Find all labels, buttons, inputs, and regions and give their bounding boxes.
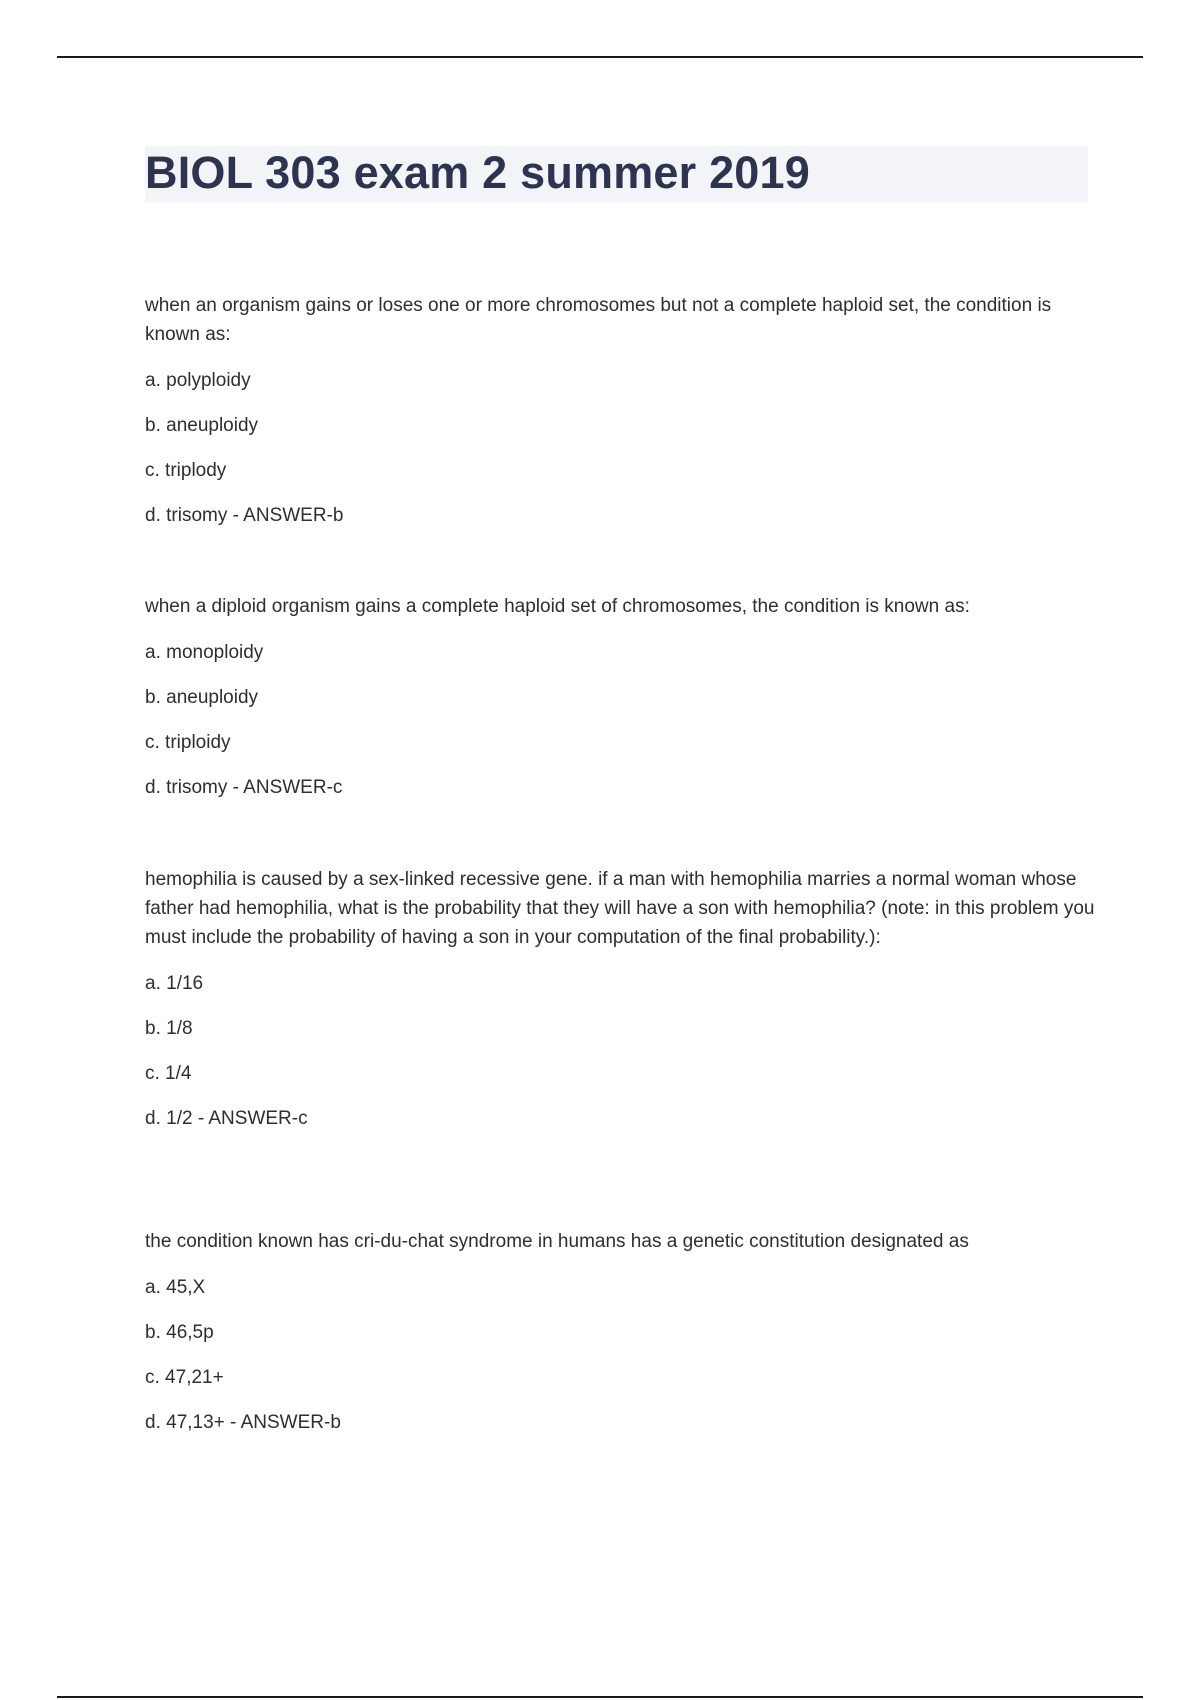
option-d-with-answer: d. 47,13+ - ANSWER-b bbox=[145, 1412, 341, 1433]
option-a: a. 1/16 bbox=[145, 973, 204, 994]
option-a: a. polyploidy bbox=[145, 370, 251, 391]
option-c: c. triplody bbox=[145, 460, 227, 481]
option-d-with-answer: d. 1/2 - ANSWER-c bbox=[145, 1108, 308, 1129]
question-text: when a diploid organism gains a complete haploid set of chromosomes, the condition is known as: bbox=[145, 596, 970, 617]
question-block-1 bbox=[145, 291, 1095, 530]
question-text: the condition known has cri-du-chat syndrome in humans has a genetic constitution designated as bbox=[145, 1231, 969, 1252]
option-b: b. aneuploidy bbox=[145, 415, 259, 436]
question-block-3 bbox=[145, 865, 1095, 1133]
question-block-2 bbox=[145, 592, 1095, 802]
option-a: a. monoploidy bbox=[145, 642, 264, 663]
option-b: b. aneuploidy bbox=[145, 687, 259, 708]
option-a: a. 45,X bbox=[145, 1277, 206, 1298]
option-c: c. 47,21+ bbox=[145, 1367, 224, 1388]
option-d-with-answer: d. trisomy - ANSWER-c bbox=[145, 777, 343, 798]
question-text: when an organism gains or loses one or more chromosomes but not a complete haploid set, the condition is known as: bbox=[145, 295, 1052, 345]
top-divider bbox=[57, 56, 1143, 58]
option-b: b. 1/8 bbox=[145, 1018, 193, 1039]
bottom-divider bbox=[57, 1696, 1143, 1698]
option-c: c. 1/4 bbox=[145, 1063, 192, 1084]
option-d-with-answer: d. trisomy - ANSWER-b bbox=[145, 505, 344, 526]
question-block-4 bbox=[145, 1227, 1095, 1437]
page-title: BIOL 303 exam 2 summer 2019 bbox=[145, 147, 810, 198]
option-b: b. 46,5p bbox=[145, 1322, 214, 1343]
option-c: c. triploidy bbox=[145, 732, 231, 753]
question-text: hemophilia is caused by a sex-linked recessive gene. if a man with hemophilia marries a normal woman whose father had hemophilia, what is the probability that they will have a son with hemophilia? (note: in this problem you must include the probability of having a son in your computation of the final probability.): bbox=[145, 869, 1095, 948]
